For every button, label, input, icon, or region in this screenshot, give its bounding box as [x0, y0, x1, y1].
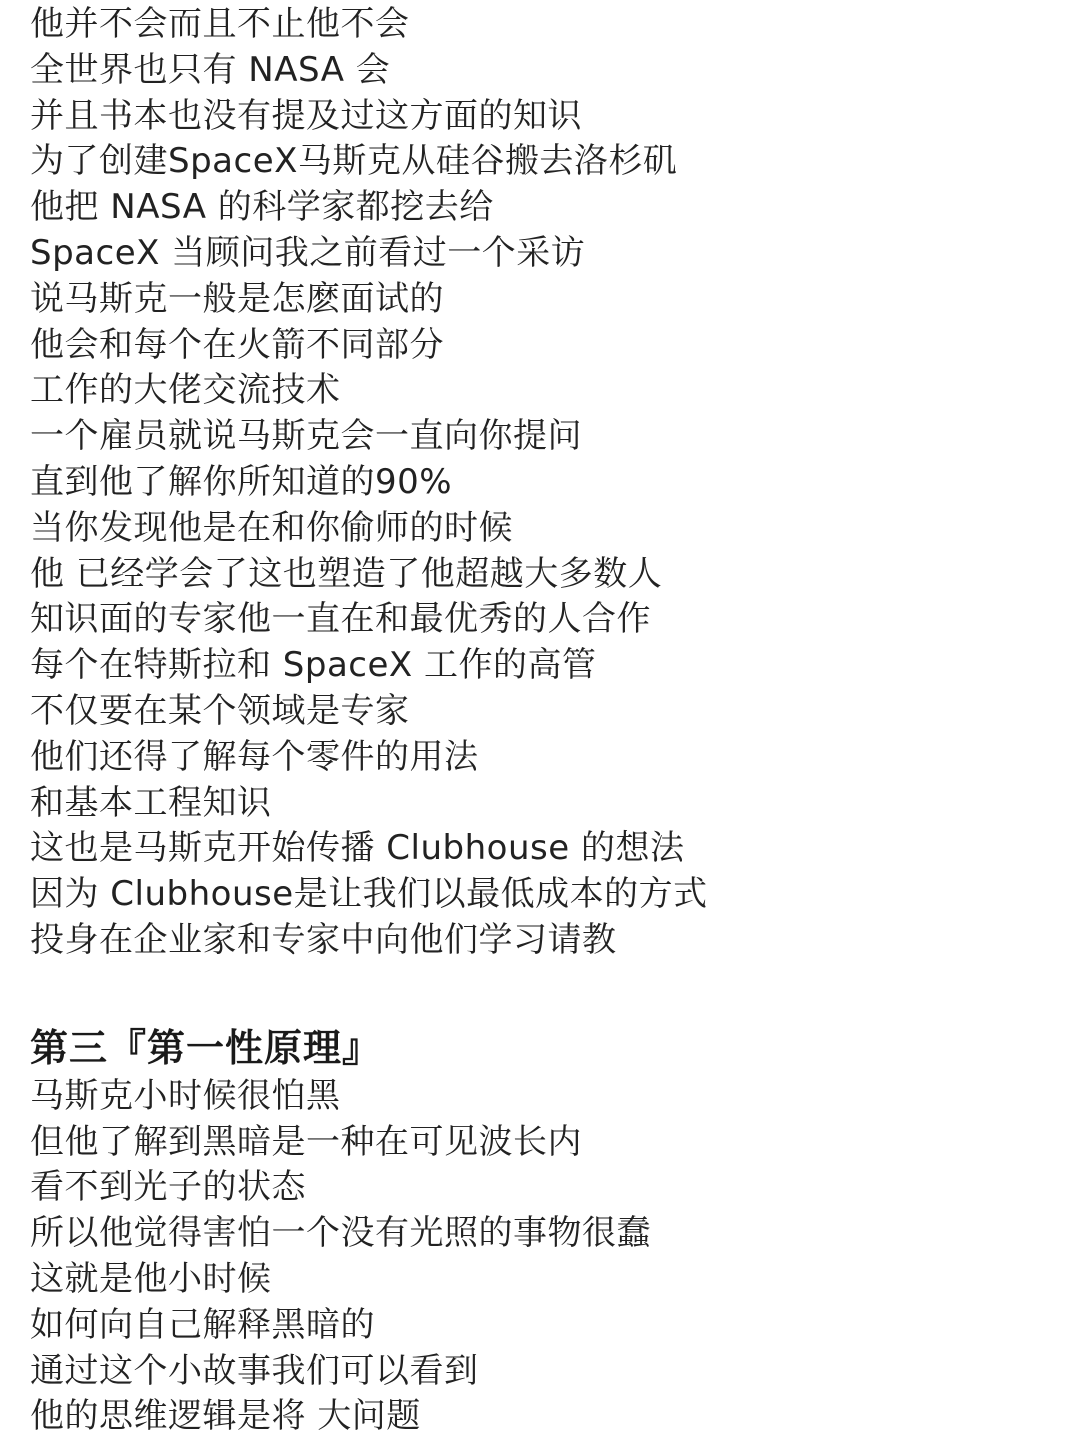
text-line: 和基本工程知识 [30, 782, 272, 823]
text-line: 所以他觉得害怕一个没有光照的事物很蠢 [30, 1213, 651, 1254]
text-line: 他会和每个在火箭不同部分 [30, 324, 444, 365]
paragraph-spacer [30, 964, 1050, 1022]
text-line: 如何向自己解释黑暗的 [30, 1304, 375, 1345]
text-line: 每个在特斯拉和 SpaceX 工作的高管 [30, 645, 597, 686]
text-line: 他的思维逻辑是将 大问题 [30, 1396, 421, 1437]
text-line: 这也是马斯克开始传播 Clubhouse 的想法 [30, 828, 685, 869]
text-line: 不仅要在某个领域是专家 [30, 690, 410, 731]
text-line: 为了创建SpaceX马斯克从硅谷搬去洛杉矶 [30, 141, 678, 182]
text-line: 他并不会而且不止他不会 [30, 4, 410, 44]
text-line: 一个雇员就说马斯克会一直向你提问 [30, 416, 582, 457]
section-heading: 第三『第一性原理』 [30, 1025, 382, 1070]
text-line: 但他了解到黑暗是一种在可见波长内 [30, 1121, 582, 1162]
text-line: 工作的大佬交流技术 [30, 370, 341, 411]
note-body [30, 2, 1050, 1439]
text-line: 全世界也只有 NASA 会 [30, 49, 391, 90]
text-line: 他们还得了解每个零件的用法 [30, 736, 479, 777]
text-line: 投身在企业家和专家中向他们学习请教 [30, 919, 617, 960]
text-line: 知识面的专家他一直在和最优秀的人合作 [30, 599, 651, 640]
text-line: SpaceX 当顾问我之前看过一个采访 [30, 232, 586, 273]
text-line: 直到他了解你所知道的90% [30, 461, 453, 502]
text-line: 说马斯克一般是怎麽面试的 [30, 278, 444, 319]
text-line: 通过这个小故事我们可以看到 [30, 1350, 479, 1391]
text-line: 当你发现他是在和你偷师的时候 [30, 507, 513, 548]
text-line: 这就是他小时候 [30, 1258, 272, 1299]
text-line: 看不到光子的状态 [30, 1167, 306, 1208]
text-line: 他 已经学会了这也塑造了他超越大多数人 [30, 553, 663, 594]
text-line: 马斯克小时候很怕黑 [30, 1075, 341, 1116]
text-line: 因为 Clubhouse是让我们以最低成本的方式 [30, 874, 708, 915]
text-line: 并且书本也没有提及过这方面的知识 [30, 95, 582, 136]
text-line: 他把 NASA 的科学家都挖去给 [30, 187, 494, 228]
